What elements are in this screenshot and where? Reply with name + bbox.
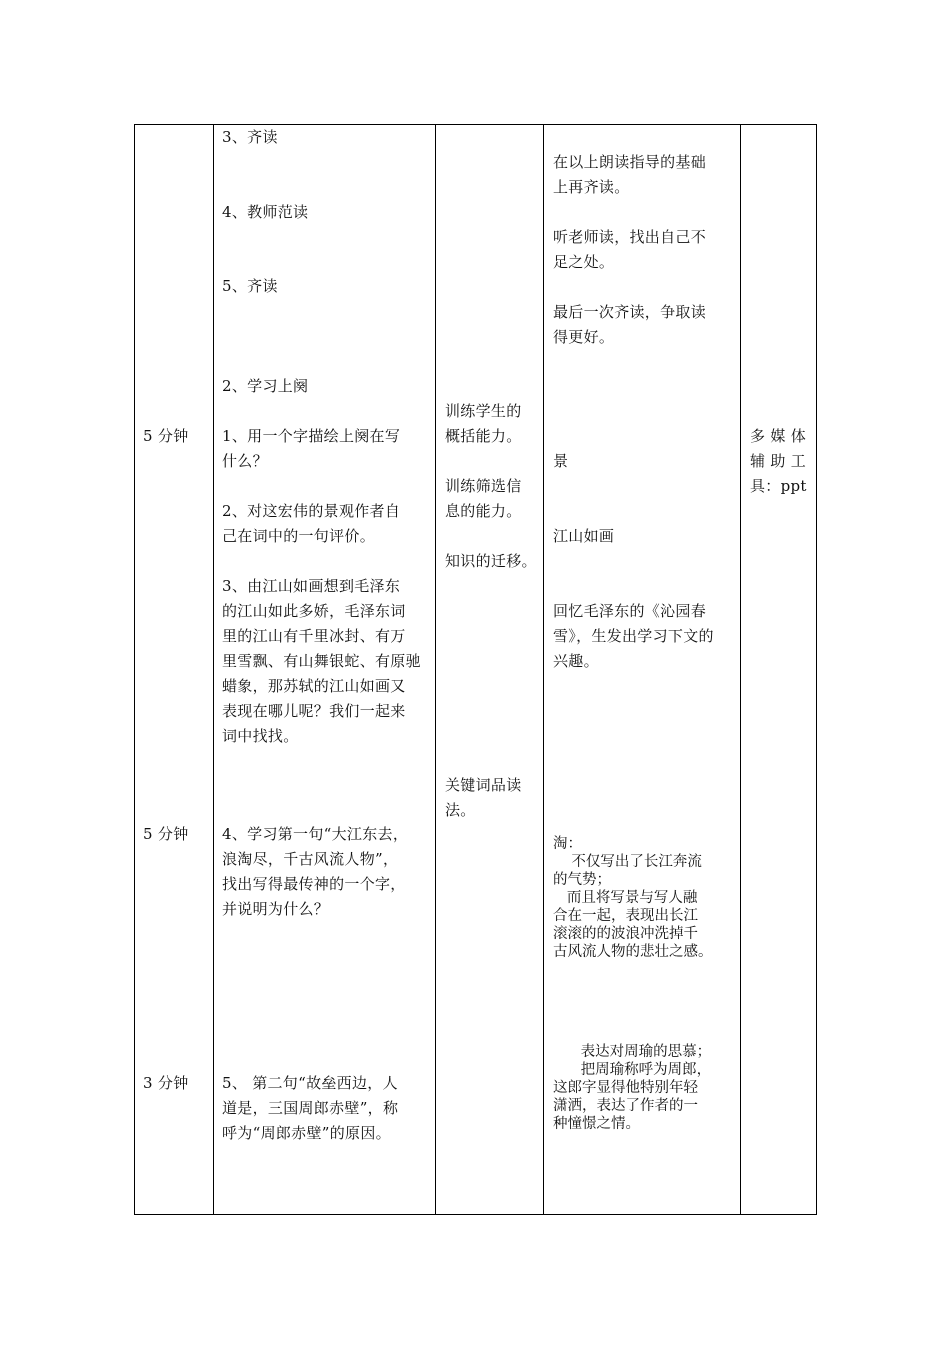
student-text-line: 最后一次齐读，争取读 [553,303,707,321]
student-text-line: 上再齐读。 [553,178,630,196]
activity-text-line: 1、用一个字描绘上阕在写 [222,427,401,445]
time-cell: 3 分钟 [143,1074,189,1092]
tools-text-line: 辅 助 工 [750,452,807,470]
student-text-line: 景 [553,452,569,470]
activity-text-line: 呼为“周郎赤壁”的原因。 [222,1124,391,1142]
activity-text-line: 并说明为什么？ [222,900,330,918]
student-text-line: 的气势； [553,872,611,888]
student-text-line: 滚滚的的波浪冲洗掉千 [553,926,698,942]
column-divider [740,125,741,1214]
activity-text-line: 蜡象，那苏轼的江山如画又 [222,677,406,695]
student-text-line: 而且将写景与写人融 [553,890,698,906]
column-divider [543,125,544,1214]
column-divider [435,125,436,1214]
activity-text-line: 的江山如此多娇，毛泽东词 [222,602,406,620]
purpose-text-line: 知识的迁移。 [445,552,537,570]
activity-text-line: 表现在哪儿呢？我们一起来 [222,702,406,720]
student-text-line: 古风流人物的悲壮之感。 [553,944,713,960]
activity-text-line: 里的江山有千里冰封、有万 [222,627,406,645]
activity-text-line: 3、由江山如画想到毛泽东 [222,577,401,595]
student-text-line: 表达对周瑜的思慕； [553,1044,712,1060]
activity-text-line: 词中找找。 [222,727,299,745]
time-cell: 5 分钟 [143,825,189,843]
activity-text-line: 里雪飘、有山舞银蛇、有原驰 [222,652,421,670]
student-text-line: 把周瑜称呼为周郎， [553,1062,712,1078]
student-text-line: 在以上朗读指导的基础 [553,153,707,171]
activity-step: 5、齐读 [222,277,278,295]
column-divider [213,125,214,1214]
student-text-line: 江山如画 [553,527,615,545]
student-text-line: 合在一起，表现出长江 [553,908,698,924]
time-cell: 5 分钟 [143,427,189,445]
student-text-line: 足之处。 [553,253,615,271]
purpose-text-line: 息的能力。 [445,502,522,520]
student-text-line: 雪》，生发出学习下文的 [553,627,714,645]
tools-text-line: 多 媒 体 [750,427,807,445]
purpose-text-line: 训练筛选信 [445,477,522,495]
activity-text-line: 找出写得最传神的一个字， [222,875,406,893]
activity-text-line: 浪淘尽，千古风流人物”， [222,850,399,868]
student-text-line: 得更好。 [553,328,615,346]
purpose-text-line: 概括能力。 [445,427,522,445]
student-text-line: 兴趣。 [553,652,599,670]
student-text-line: 不仅写出了长江奔流 [553,854,702,870]
activity-text-line: 5、 第二句“故垒西边，人 [222,1074,398,1092]
student-text-line: 听老师读，找出自己不 [553,228,707,246]
purpose-text-line: 法。 [445,801,476,819]
student-text-line: 这郎字显得他特别年轻 [553,1080,698,1096]
activity-step: 3、齐读 [222,128,278,146]
activity-text-line: 什么？ [222,452,268,470]
activity-text-line: 4、学习第一句“大江东去， [222,825,409,843]
student-text-line: 淘： [553,836,582,852]
student-text-line: 种憧憬之情。 [553,1116,640,1132]
activity-text-line: 道是，三国周郎赤壁”，称 [222,1099,399,1117]
purpose-text-line: 关键词品读 [445,776,522,794]
activity-section-title: 2、学习上阕 [222,377,309,395]
purpose-text-line: 训练学生的 [445,402,522,420]
activity-step: 4、教师范读 [222,203,309,221]
activity-text-line: 2、对这宏伟的景观作者自 [222,502,401,520]
student-text-line: 潇洒，表达了作者的一 [553,1098,698,1114]
tools-text-line: 具：ppt [750,477,807,495]
student-text-line: 回忆毛泽东的《沁园春 [553,602,707,620]
activity-text-line: 己在词中的一句评价。 [222,527,376,545]
